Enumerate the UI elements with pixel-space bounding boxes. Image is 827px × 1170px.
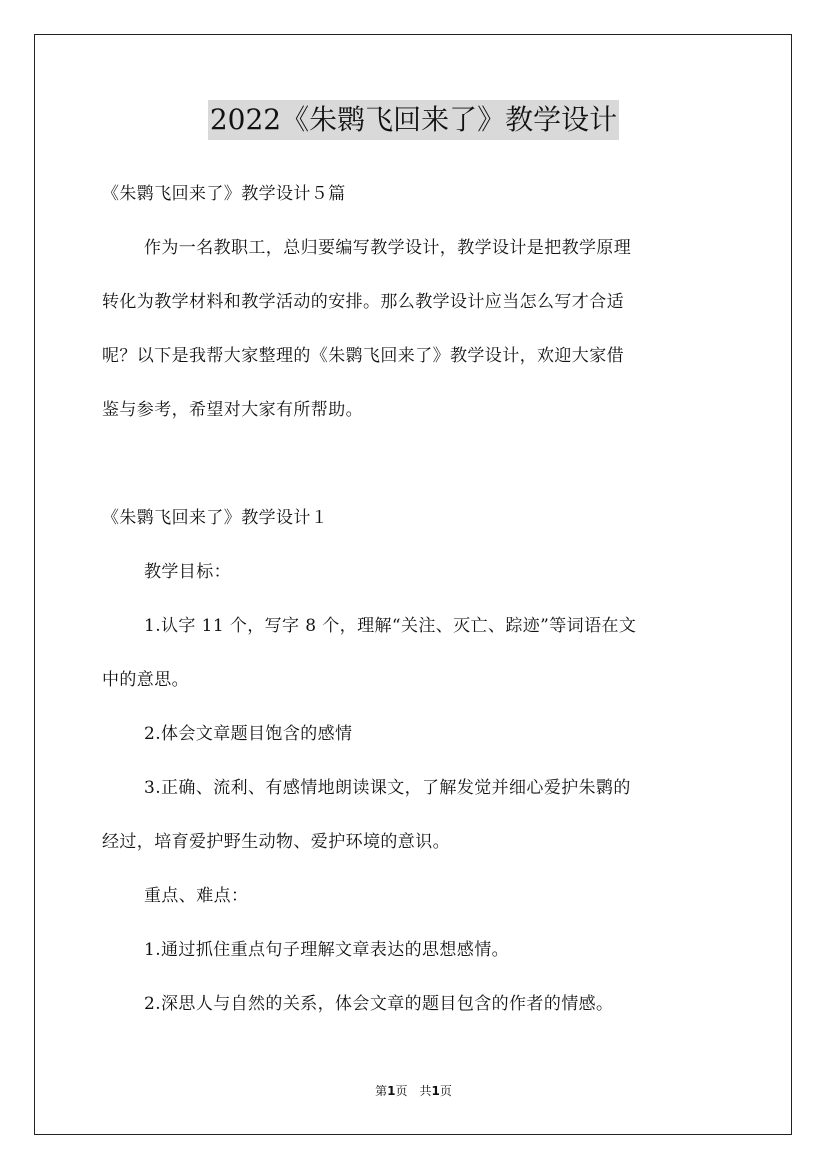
intro-line-4: 鉴与参考，希望对大家有所帮助。	[102, 400, 363, 420]
document-title: 2022《朱鹮飞回来了》教学设计	[208, 100, 619, 140]
objective-1-line-2: 中的意思。	[102, 670, 189, 690]
key-points-heading: 重点、难点：	[144, 886, 249, 906]
intro-line-3: 呢？以下是我帮大家整理的《朱鹮飞回来了》教学设计，欢迎大家借	[102, 346, 624, 366]
objective-1-line-1: 1.认字 11 个，写字 8 个，理解“关注、灭亡、踪迹”等词语在文	[144, 616, 637, 636]
footer-page-current: 1	[387, 1084, 396, 1098]
objective-2: 2.体会文章题目饱含的感情	[144, 724, 353, 744]
footer-suffix: 页	[439, 1084, 452, 1098]
objective-3-line-2: 经过，培育爱护野生动物、爱护环境的意识。	[102, 832, 450, 852]
doc-subtitle: 《朱鹮飞回来了》教学设计５篇	[102, 184, 346, 204]
footer-prefix: 第	[375, 1084, 388, 1098]
intro-line-2: 转化为教学材料和教学活动的安排。那么教学设计应当怎么写才合适	[102, 292, 624, 312]
footer-page-total: 1	[431, 1084, 440, 1098]
intro-line-1: 作为一名教职工，总归要编写教学设计，教学设计是把教学原理	[144, 238, 632, 258]
footer-mid: 页 共	[395, 1084, 432, 1098]
objective-3-line-1: 3.正确、流利、有感情地朗读课文，了解发觉并细心爱护朱鹮的	[144, 778, 631, 798]
title-container	[0, 100, 827, 140]
key-point-2: 2.深思人与自然的关系，体会文章的题目包含的作者的情感。	[144, 994, 614, 1014]
page-footer	[0, 1083, 827, 1099]
section-heading-1: 《朱鹮飞回来了》教学设计１	[102, 508, 329, 528]
key-point-1: 1.通过抓住重点句子理解文章表达的思想感情。	[144, 940, 510, 960]
objectives-heading: 教学目标：	[144, 562, 231, 582]
